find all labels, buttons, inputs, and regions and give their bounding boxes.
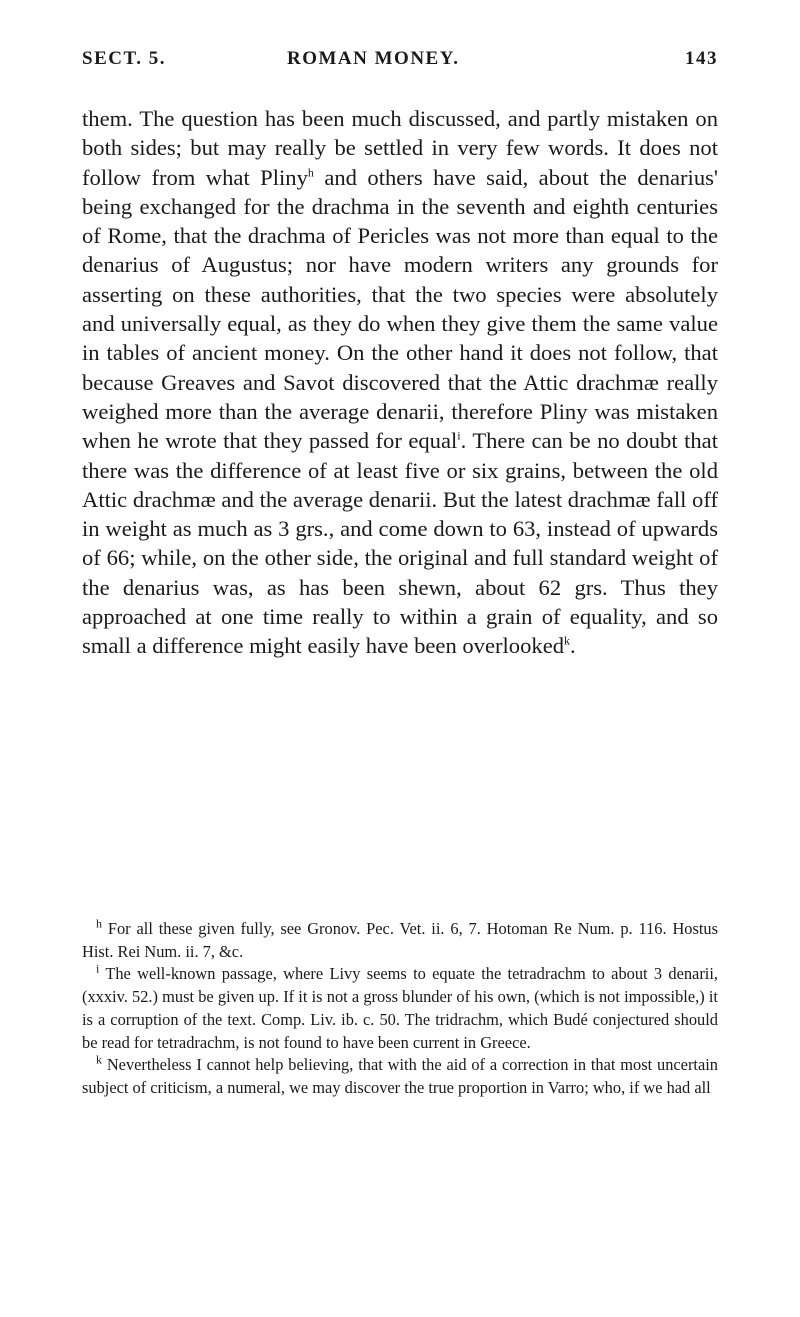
chapter-title: ROMAN MONEY. (287, 48, 460, 69)
footnote-text: Nevertheless I cannot help believing, that with the aid of a correction in that most uncertain subject of criticism, a numeral, we may discover the true proportion in Varro; who, if we had all (82, 1055, 718, 1097)
footnote-ref-h[interactable]: h (307, 165, 314, 180)
book-page (82, 38, 718, 1097)
text-run: and others have said, about the denarius' being exchanged for the drachma in the seventh and eighth centuries of Rome, that the drachma of Pericles was not more than equal to the denarius of Augustus; nor have modern writers any grounds for asserting on these authorities, that the two species were absolutely and universally equal, as they do when they give them the same value in tables of ancient money. On the other hand it does not follow, that because Greaves and Savot discovered that the Attic drachmæ really weighed more than the average denarii, therefore Pliny was mistaken when he wrote that they passed for equal (82, 164, 718, 454)
page-number: 143 (685, 48, 718, 69)
footnote-mark: i (96, 961, 100, 976)
footnote-ref-k[interactable]: k (564, 633, 571, 648)
text-run: . There can be no doubt that there was the difference of at least five or six grains, between the old Attic drachmæ and the average denarii. But the latest drachmæ fall off in weight as much as 3 grs., and come down to 63, instead of upwards of 66; while, on the other side, the original and full standard weight of the denarius was, as has been shewn, about 62 grs. Thus they approached at one time really to within a grain of equality, and so small a difference might easily have been overlooked (82, 428, 718, 659)
footnote-h (82, 918, 718, 963)
running-head (82, 38, 718, 72)
main-text (82, 104, 718, 661)
footnote-text: For all these given fully, see Gronov. Pec. Vet. ii. 6, 7. Hotoman Re Num. p. 116. Hostus Hist. Rei Num. ii. 7, &c. (82, 919, 718, 961)
footnote-text: The well-known passage, where Livy seems to equate the tetradrachm to about 3 denarii, (xxxiv. 52.) must be given up. If it is not a gross blunder of his own, (which is not impossible,) it is a corruption of the text. Comp. Liv. ib. c. 50. The tridrachm, which Budé conjectured should be read for tetradrachm, is not found to have been current in Greece. (82, 964, 718, 1052)
footnote-mark: k (96, 1052, 102, 1067)
text-run: . (570, 633, 576, 659)
text-run: them. The question has been much discussed, and partly mistaken on both sides; but may really be settled in very few words. It does not follow from what Pliny (82, 106, 718, 190)
footnotes (82, 918, 718, 1100)
footnote-ref-i[interactable]: i (457, 428, 461, 443)
footnote-mark: h (96, 916, 102, 931)
footnote-k (82, 1054, 718, 1099)
footnote-i (82, 963, 718, 1054)
section-label: SECT. 5. (82, 48, 166, 69)
paragraph (82, 104, 718, 661)
